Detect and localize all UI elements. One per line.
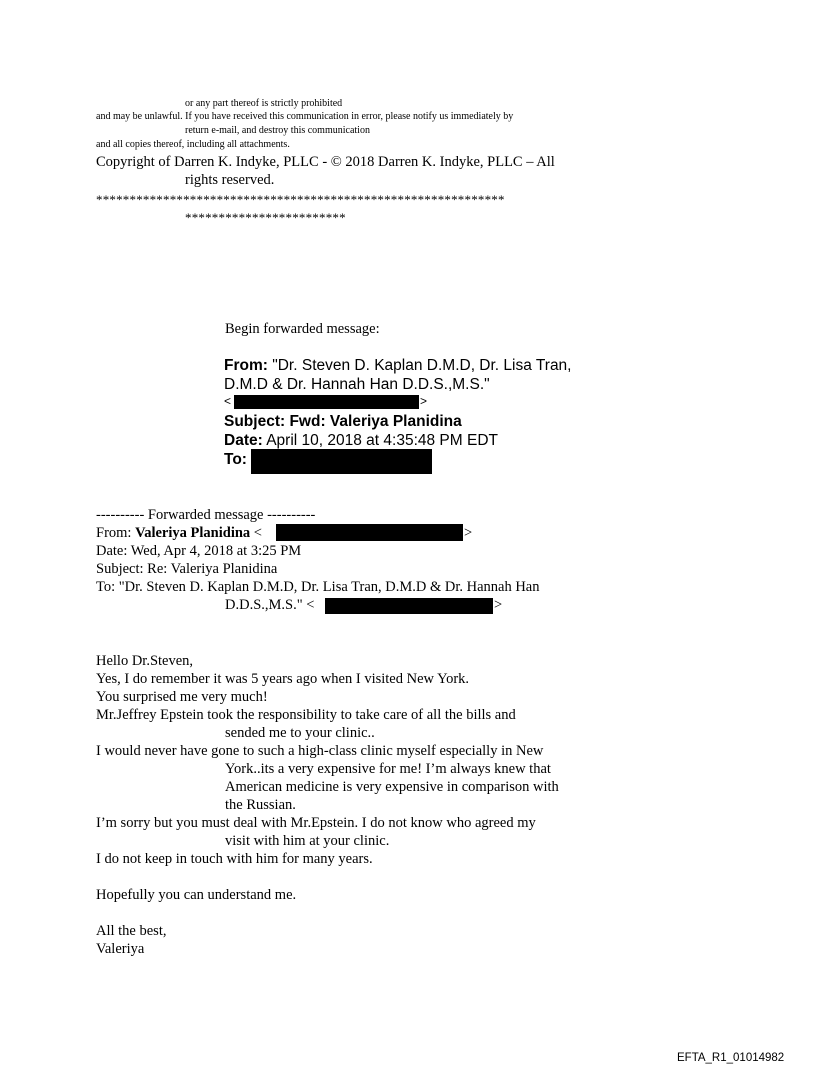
forward2-separator: ---------- Forwarded message ----------: [96, 507, 316, 523]
copyright-line-1: Copyright of Darren K. Indyke, PLLC - © 2018 Darren K. Indyke, PLLC – All: [96, 154, 555, 170]
forward2-to-line-1: To: "Dr. Steven D. Kaplan D.M.D, Dr. Lisa Tran, D.M.D & Dr. Hannah Han: [96, 579, 540, 595]
forward1-subject-label: Subject:: [224, 413, 286, 430]
forward2-from-label: From:: [96, 525, 132, 541]
forward1-subject: [224, 412, 462, 431]
redaction-bar: [276, 524, 463, 541]
message-line: I would never have gone to such a high-class clinic myself especially in New: [96, 743, 544, 759]
message-line: Yes, I do remember it was 5 years ago when I visited New York.: [96, 671, 470, 687]
disclaimer-line-1: or any part thereof is strictly prohibited: [185, 98, 343, 109]
message-signature: Valeriya: [96, 941, 145, 957]
message-line: sended me to your clinic..: [225, 725, 375, 741]
forward1-from-label: From:: [224, 357, 268, 374]
message-closing: All the best,: [96, 923, 167, 939]
document-id: EFTA_R1_01014982: [677, 1052, 785, 1064]
copyright-line-2: rights reserved.: [185, 172, 275, 188]
message-line: I do not keep in touch with him for many years.: [96, 851, 373, 867]
forward2-to-close: >: [494, 597, 503, 613]
forward2-from-open: <: [253, 525, 262, 541]
message-greeting: Hello Dr.Steven,: [96, 653, 194, 669]
forward2-from-name: Valeriya Planidina: [135, 525, 251, 541]
separator-stars-2: ************************: [185, 210, 346, 225]
message-line: the Russian.: [225, 797, 296, 813]
redaction-bar: [325, 598, 493, 614]
forward1-email-open: <: [224, 394, 232, 408]
forward1-from-line-1: [224, 356, 572, 375]
message-line: York..its a very expensive for me! I’m always knew that: [225, 761, 551, 777]
message-line: visit with him at your clinic.: [225, 833, 390, 849]
separator-stars-1: *************************************************************: [96, 192, 505, 207]
redaction-bar: [234, 395, 419, 409]
forward1-date: [224, 431, 498, 450]
disclaimer-line-2: and may be unlawful. If you have received this communication in error, please notify us immediately by: [96, 111, 514, 122]
forward1-date-value: April 10, 2018 at 4:35:48 PM EDT: [266, 432, 498, 449]
forward2-date: Date: Wed, Apr 4, 2018 at 3:25 PM: [96, 543, 302, 559]
forward2-from: [96, 524, 262, 542]
forward1-subject-value: Fwd: Valeriya Planidina: [289, 413, 462, 430]
forward1-date-label: Date:: [224, 432, 263, 449]
redaction-bar: [251, 449, 432, 474]
message-line: Hopefully you can understand me.: [96, 887, 297, 903]
message-line: Mr.Jeffrey Epstein took the responsibility to take care of all the bills and: [96, 707, 516, 723]
forward2-subject: Subject: Re: Valeriya Planidina: [96, 561, 278, 577]
forward2-to-line-2: D.D.S.,M.S." <: [225, 597, 315, 613]
disclaimer-line-4: and all copies thereof, including all attachments.: [96, 139, 290, 150]
forward-intro: Begin forwarded message:: [225, 321, 380, 337]
forward1-from-value: "Dr. Steven D. Kaplan D.M.D, Dr. Lisa Tran,: [272, 357, 572, 374]
forward1-email-close: >: [420, 394, 428, 408]
message-line: I’m sorry but you must deal with Mr.Epstein. I do not know who agreed my: [96, 815, 536, 831]
forward2-from-close: >: [464, 525, 473, 541]
forward1-from-line-2: D.M.D & Dr. Hannah Han D.D.S.,M.S.": [224, 376, 490, 393]
disclaimer-line-3: return e-mail, and destroy this communication: [185, 125, 370, 136]
forward1-to: [224, 450, 247, 469]
message-line: American medicine is very expensive in comparison with: [225, 779, 559, 795]
forward1-to-label: To:: [224, 451, 247, 468]
message-line: You surprised me very much!: [96, 689, 268, 705]
